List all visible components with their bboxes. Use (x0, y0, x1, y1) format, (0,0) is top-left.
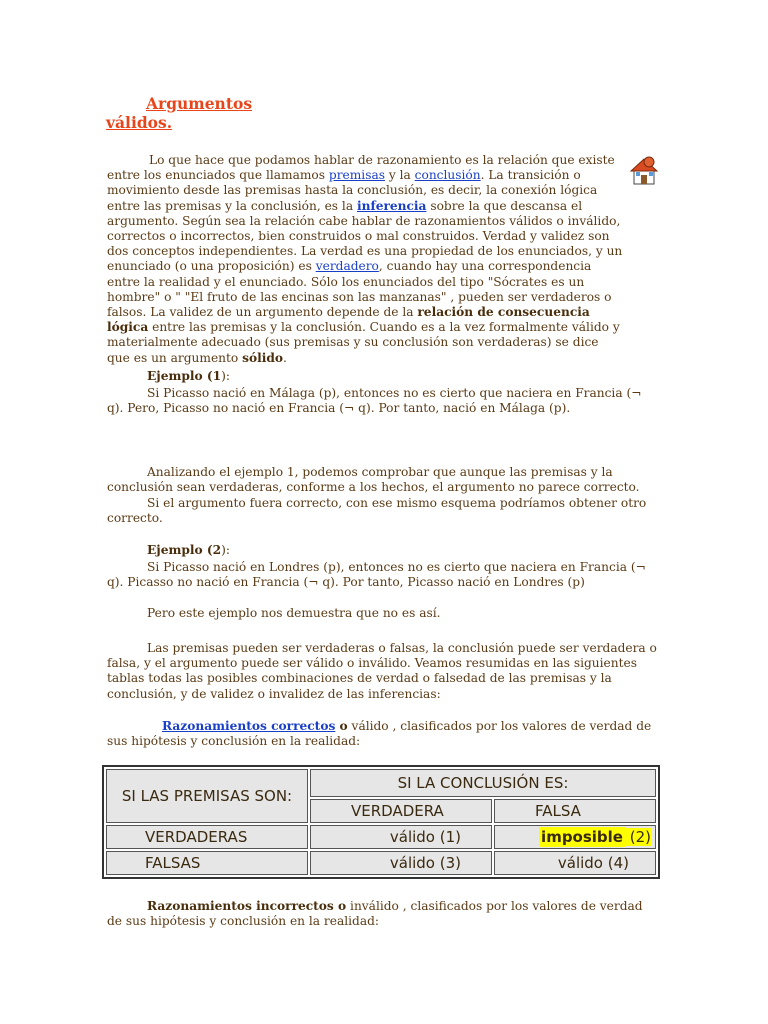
intro-paragraph: Lo que hace que podamos hablar de razonamiento es la relación que existe entre los enunciados que llamamos premisas y la conclusión. La transición o movimiento desde las premisas hasta la conclusión, es decir, la conexión lógica entre las premisas y la conclusión, es la inferencia sobre la que descansa el argumento. Según sea la relación cabe hablar de razonamientos válidos o inválido, correctos o incorrectos, bien construidos o mal construidos. Verdad y validez son dos conceptos independientes. La verdad es una propiedad de los enunciados, y un enunciado (o una proposición) es verdadero, cuando hay una correspondencia entre la realidad y el enunciado. Sólo los enunciados del tipo "Sócrates es un hombre" o " "El fruto de las encinas son las manzanas" , pueden ser verdaderos o falsos. La validez de un argumento depende de la relación de consecuencia lógica entre las premisas y la conclusión. Cuando es a la vez formalmente válido y materialmente adecuado (sus premisas y su conclusión son verdaderas) se dice que es un argumento sólido. (107, 153, 623, 365)
header-premisas: SI LAS PREMISAS SON: (106, 769, 308, 823)
incorrectos-paragraph: Razonamientos incorrectos o inválido , clasificados por los valores de verdad de sus hipótesis y conclusión en la realidad: (107, 899, 643, 929)
home-icon[interactable] (629, 155, 659, 187)
ejemplo2-text: Si Picasso nació en Londres (p), entonces no es cierto que naciera en Francia (¬ q). Picasso no nació en Francia (¬ q). Por tanto, Picasso nació en Londres (p) (107, 560, 646, 590)
premisas-paragraph: Las premisas pueden ser verdaderas o falsas, la conclusión puede ser verdadera o falsa, y el argumento puede ser válido o inválido. Veamos resumidas en las siguientes tablas todas las posibles combinaciones de verdad o falsedad de las premisas y la conclusión, y de validez o invalidez de las inferencias: (107, 641, 657, 701)
col-verdadera: VERDADERA (310, 799, 492, 823)
row-falsas-f: válido (4) (494, 851, 656, 875)
verdadero-link[interactable]: verdadero (315, 259, 379, 274)
title-line-1: Argumentos (146, 94, 253, 113)
row-falsas-label: FALSAS (106, 851, 308, 875)
relacion-bold: relación de consecuencia lógica (107, 305, 590, 335)
correctos-paragraph: Razonamientos correctos o válido , clasificados por los valores de verdad de sus hipótesis y conclusión en la realidad: (107, 719, 652, 749)
razonamientos-incorrectos-bold: Razonamientos incorrectos o (147, 899, 347, 913)
title-line-2: válidos. (106, 113, 173, 132)
imposible-highlight: imposible (541, 828, 623, 846)
ejemplo1-text: Si Picasso nació en Málaga (p), entonces no es cierto que naciera en Francia (¬ q). Pero, Picasso no nació en Francia (¬ q). Por tanto, nació en Málaga (p). (107, 386, 642, 416)
conclusion-link[interactable]: conclusión (414, 168, 481, 183)
analisis-paragraph-1: Analizando el ejemplo 1, podemos comprobar que aunque las premisas y la conclusión sean verdaderas, conforme a los hechos, el argumento no parece correcto. (107, 465, 640, 495)
page-title (106, 94, 306, 132)
pero-paragraph: Pero este ejemplo nos demuestra que no es así. (147, 606, 441, 620)
row-verdaderas-label: VERDADERAS (106, 825, 308, 849)
inferencia-link[interactable]: inferencia (356, 198, 427, 213)
razonamientos-correctos-link[interactable]: Razonamientos correctos (162, 719, 336, 733)
row-falsas-v: válido (3) (310, 851, 492, 875)
ejemplo2-heading: Ejemplo (2): (147, 543, 230, 557)
validity-table (102, 765, 660, 879)
header-conclusion: SI LA CONCLUSIÓN ES: (310, 769, 656, 797)
ejemplo1-heading: Ejemplo (1): (147, 369, 230, 383)
solido-bold: sólido (242, 350, 284, 365)
analisis-paragraph-2: Si el argumento fuera correcto, con ese mismo esquema podríamos obtener otro correcto. (107, 496, 647, 526)
row-verdaderas-f: imposible (2) (494, 825, 656, 849)
col-falsa: FALSA (494, 799, 656, 823)
premisas-link[interactable]: premisas (328, 168, 385, 183)
row-verdaderas-v: válido (1) (310, 825, 492, 849)
